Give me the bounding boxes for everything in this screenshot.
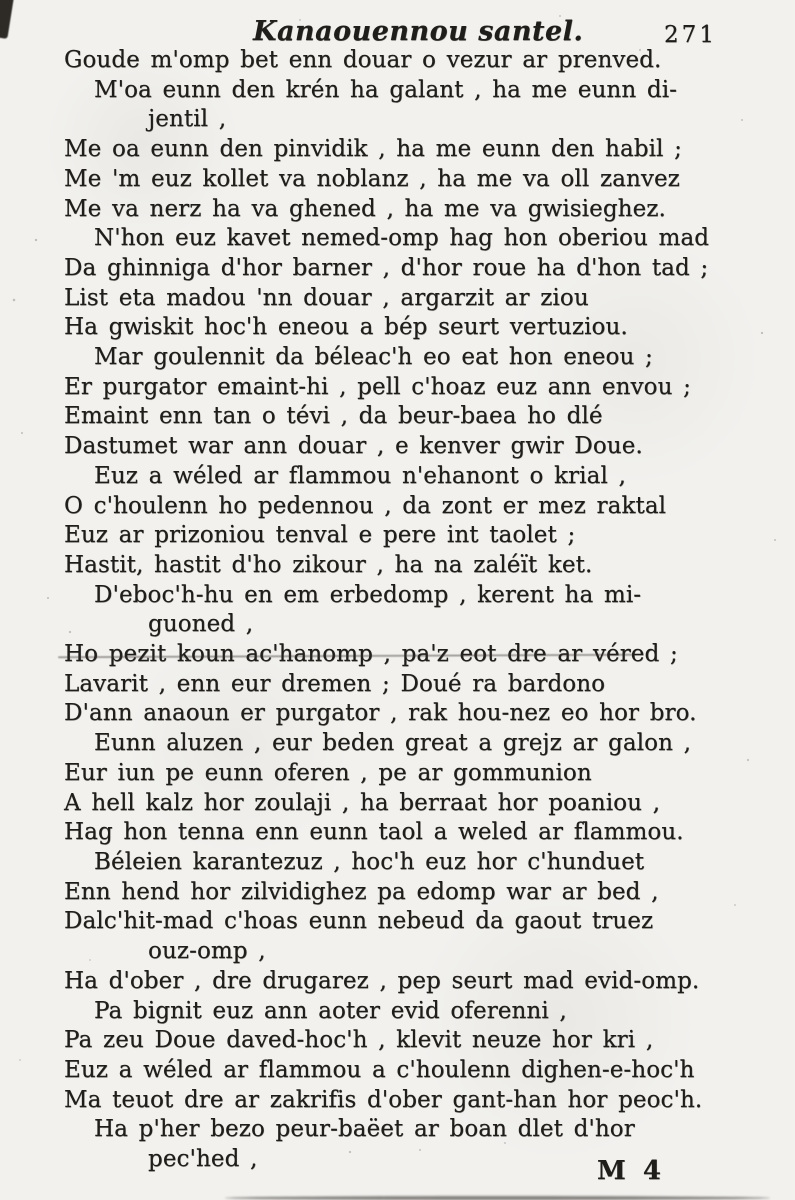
poem-line: D'eboc'h-hu en em erbedomp , kerent ha mi- [94, 581, 642, 608]
poem-line: Goude m'omp bet enn douar o vezur ar prenved. [64, 47, 662, 73]
poem-line: O c'houlenn ho pedennou , da zont er mez raktal [64, 492, 667, 519]
poem-line: List eta madou 'nn douar , argarzit ar ziou [64, 284, 589, 311]
signature-mark: M 4 [597, 1156, 665, 1186]
poem-line: Euz a wéled ar flammou n'ehanont o krial , [94, 462, 626, 489]
scan-bottom-smudge [225, 1196, 770, 1200]
poem-line: Dastumet war ann douar , e kenver gwir Doue. [64, 433, 643, 460]
poem-line: Euz a wéled ar flammou a c'houlenn dighen-e-hoc'h [64, 1056, 695, 1083]
poem-line: Pa bignit euz ann aoter evid oferenni , [94, 997, 567, 1024]
poem-line: Mar goulennit da béleac'h eo eat hon eneou ; [94, 344, 653, 371]
poem-line: Da ghinniga d'hor barner , d'hor roue ha d'hon tad ; [64, 254, 709, 281]
poem-line: Me oa eunn den pinvidik , ha me eunn den habil ; [64, 136, 682, 163]
poem-line: Er purgator emaint-hi , pell c'hoaz euz ann envou ; [64, 373, 691, 400]
poem-line: Ma teuot dre ar zakrifis d'ober gant-han hor peoc'h. [64, 1086, 703, 1113]
poem-line: Eunn aluzen , eur beden great a grejz ar galon , [94, 730, 692, 757]
poem-line: Me 'm euz kollet va noblanz , ha me va oll zanvez [64, 165, 680, 192]
poem-line: D'ann anaoun er purgator , rak hou-nez eo hor bro. [64, 700, 697, 727]
poem-line: jentil , [148, 106, 227, 133]
poem-line: Lavarit , enn eur dremen ; Doué ra bardono [64, 670, 606, 697]
scan-corner-artifact [0, 0, 14, 39]
poem-line: Me va nerz ha va ghened , ha me va gwisieghez. [64, 195, 666, 222]
poem-line: Hag hon tenna enn eunn taol a weled ar flammou. [64, 819, 684, 846]
poem-line: Pa zeu Doue daved-hoc'h , klevit neuze hor kri , [64, 1027, 654, 1054]
running-title: Kanaouennou santel. [253, 16, 584, 47]
poem-line: N'hon euz kavet nemed-omp hag hon oberiou mad [94, 225, 710, 252]
poem [64, 46, 764, 1175]
poem-line: Ha d'ober , dre drugarez , pep seurt mad evid-omp. [64, 967, 700, 994]
poem-line: guoned , [148, 611, 254, 638]
poem-line: M'oa eunn den krén ha galant , ha me eunn di- [94, 76, 678, 103]
poem-line: A hell kalz hor zoulaji , ha berraat hor poaniou , [64, 789, 661, 816]
poem-line: Ha p'her bezo peur-baëet ar boan dlet d'hor [94, 1116, 635, 1143]
page-number: 271 [664, 22, 717, 48]
poem-line: Ho pezit koun ac'hanomp , pa'z eot dre ar véred ; [64, 641, 678, 668]
poem-line: Dalc'hit-mad c'hoas eunn nebeud da gaout truez [64, 908, 654, 935]
poem-line: Euz ar prizoniou tenval e pere int taolet ; [64, 522, 576, 549]
poem-line: pec'hed , [148, 1146, 258, 1173]
poem-line: Béleien karantezuz , hoc'h euz hor c'hunduet [94, 848, 645, 875]
poem-line: Enn hend hor zilvidighez pa edomp war ar bed , [64, 878, 659, 905]
poem-line: Hastit, hastit d'ho zikour , ha na zaléït ket. [64, 551, 593, 578]
poem-line: Ha gwiskit hoc'h eneou a bép seurt vertuziou. [64, 314, 628, 341]
poem-line: Eur iun pe eunn oferen , pe ar gommunion [64, 759, 592, 786]
poem-line: Emaint enn tan o tévi , da beur-baea ho dlé [64, 403, 603, 430]
poem-line: ouz-omp , [148, 938, 266, 965]
